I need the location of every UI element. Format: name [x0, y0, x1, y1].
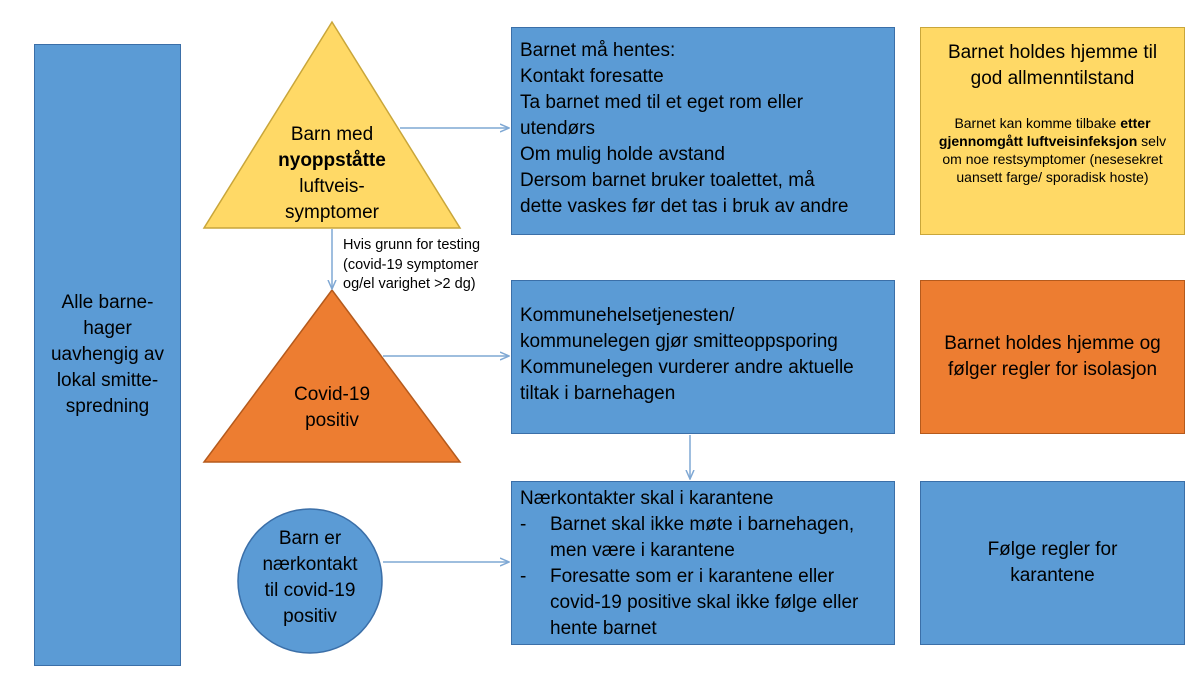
pickup-line: Om mulig holde avstand — [520, 144, 725, 165]
contact-line: positiv — [283, 606, 337, 627]
stay-home-heading: Barnet holdes hjemme til — [947, 42, 1158, 63]
isolation-line: følger regler for isolasjon — [947, 359, 1158, 380]
testing-note-line: Hvis grunn for testing — [343, 237, 481, 253]
stay-home-detail — [931, 114, 1174, 186]
testing-note-line: (covid-19 symptomer — [343, 256, 479, 273]
pickup-line: Dersom barnet bruker toalettet, må — [520, 170, 815, 191]
pickup-line: utendørs — [520, 118, 595, 139]
isolation-line: Barnet holdes hjemme og — [944, 333, 1161, 354]
kommune-line: Kommunehelsetjenesten/ — [520, 305, 735, 326]
quarantine-item-line: Barnet skal ikke møte i barnehagen, — [550, 514, 855, 535]
symptoms-line-bold: nyoppståtte — [278, 150, 386, 171]
stay-home-detail-part: selv om noe restsymptomer (nesesekret uansett farge/ sporadisk hoste) — [942, 133, 1167, 185]
testing-note-line: og/el varighet >2 dg) — [343, 276, 476, 292]
quarantine-item-line: men være i karantene — [550, 540, 735, 561]
pickup-instructions-box — [511, 27, 895, 235]
covid-line: Covid-19 — [293, 384, 371, 405]
left-box-line: uavhengig av — [50, 344, 165, 365]
pickup-line: Kontakt foresatte — [520, 66, 664, 87]
kommune-line: kommunelegen gjør smitteoppsporing — [520, 331, 838, 352]
quarantine-list-item — [520, 512, 884, 564]
isolation-rules-box — [920, 280, 1185, 434]
symptoms-line: Barn med — [290, 124, 374, 145]
left-box-line: hager — [83, 318, 132, 339]
symptoms-line: symptomer — [285, 202, 379, 223]
quarantine-heading: Nærkontakter skal i karantene — [520, 488, 774, 509]
close-contact-label — [240, 526, 380, 630]
covid-positive-triangle — [204, 290, 460, 462]
quarantine-item-line: hente barnet — [550, 618, 657, 639]
follow-quarantine-rules-box — [920, 481, 1185, 645]
contact-line: Barn er — [278, 528, 342, 549]
kommune-line: tiltak i barnehagen — [520, 383, 676, 404]
covid-line: positiv — [305, 410, 359, 431]
pickup-line: Ta barnet med til et eget rom eller — [520, 92, 804, 113]
covid-triangle-label — [252, 382, 412, 434]
symptoms-triangle-label — [232, 122, 432, 226]
follow-line: karantene — [1010, 565, 1095, 586]
testing-condition-note — [343, 236, 508, 295]
symptoms-line: luftveis- — [299, 176, 365, 197]
pickup-line: dette vaskes før det tas i bruk av andre — [520, 196, 849, 217]
left-box-line: spredning — [65, 396, 150, 417]
quarantine-list-item — [520, 564, 884, 642]
list-dash: - — [520, 566, 527, 587]
left-box-line: lokal smitte- — [56, 370, 159, 391]
contact-line: til covid-19 — [264, 580, 356, 601]
quarantine-item-line: Foresatte som er i karantene eller — [550, 566, 835, 587]
contact-line: nærkontakt — [262, 554, 358, 575]
kommune-line: Kommunelegen vurderer andre aktuelle — [520, 357, 854, 378]
list-dash: - — [520, 514, 527, 535]
follow-line: Følge regler for — [987, 539, 1118, 560]
pickup-line: Barnet må hentes: — [520, 40, 676, 61]
stay-home-heading: god allmenntilstand — [970, 68, 1135, 89]
close-contacts-quarantine-box — [511, 481, 895, 645]
left-box-line: Alle barne- — [61, 292, 154, 313]
quarantine-item-line: covid-19 positive skal ikke følge eller — [550, 592, 859, 613]
all-kindergartens-box — [34, 44, 181, 666]
municipal-health-box — [511, 280, 895, 434]
stay-home-until-well-box — [920, 27, 1185, 235]
stay-home-detail-part: Barnet kan komme tilbake — [954, 115, 1121, 131]
stay-home-detail-bold: etter gjennomgått luftveisinfeksjon — [938, 115, 1151, 149]
